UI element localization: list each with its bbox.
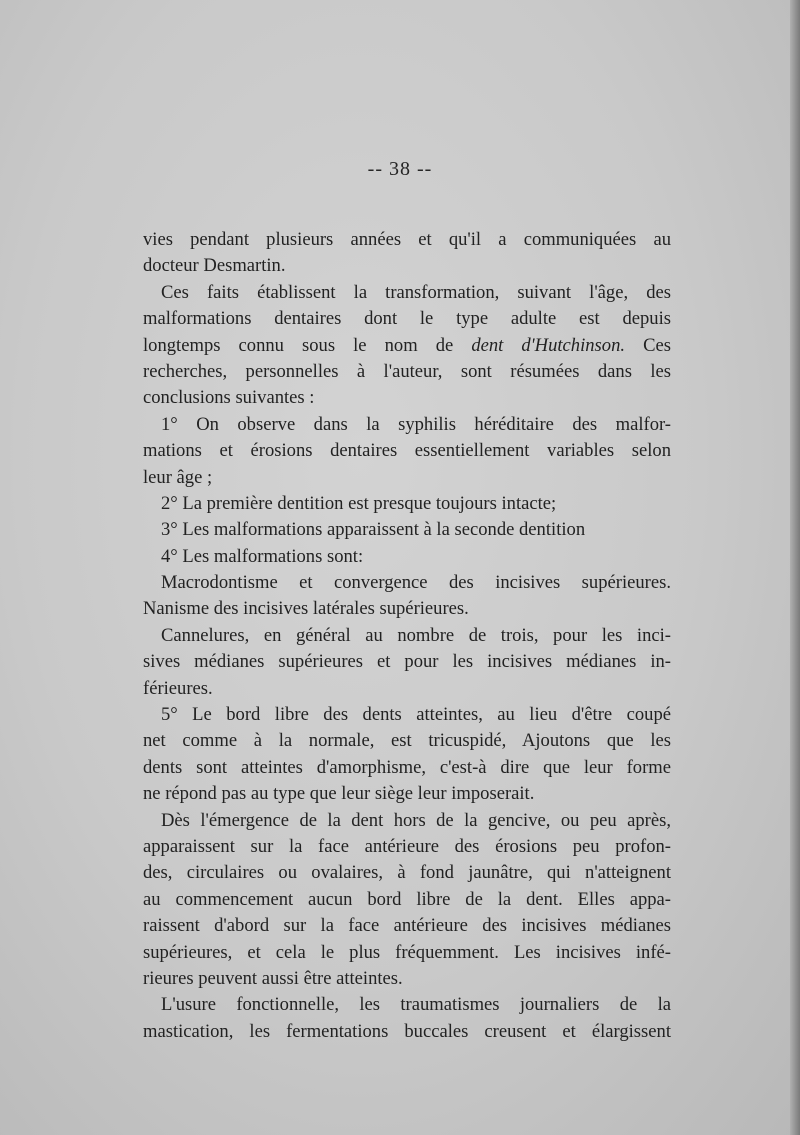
text-line: 4° Les malformations sont: <box>161 545 364 567</box>
text-line: conclusions suivantes : <box>143 387 315 409</box>
text-line: rieures peuvent aussi être atteintes. <box>143 967 403 989</box>
text-line: docteur Desmartin. <box>143 255 286 277</box>
text-segment: longtemps connu sous le nom de <box>143 334 472 356</box>
text-line: net comme à la normale, est tricuspidé, Ajoutons que les <box>143 730 671 752</box>
text-line: supérieures, et cela le plus fréquemment. Les incisives infé- <box>143 941 671 963</box>
text-line: L'usure fonctionnelle, les traumatismes journaliers de la <box>161 994 671 1016</box>
text-line: mastication, les fermentations buccales creusent et élargissent <box>143 1020 671 1042</box>
body-text <box>143 227 671 1045</box>
text-line: Cannelures, en général au nombre de trois, pour les inci- <box>161 624 671 646</box>
text-line: Dès l'émergence de la dent hors de la gencive, ou peu après, <box>161 809 671 831</box>
text-line: ne répond pas au type que leur siège leur imposerait. <box>143 783 535 805</box>
text-line: 2° La première dentition est presque toujours intacte; <box>161 492 557 514</box>
text-line: vies pendant plusieurs années et qu'il a communiquées au <box>143 229 671 250</box>
text-line: sives médianes supérieures et pour les incisives médianes in- <box>143 651 671 673</box>
text-line: raissent d'abord sur la face antérieure des incisives médianes <box>143 915 671 937</box>
text-line: des, circulaires ou ovalaires, à fond jaunâtre, qui n'atteignent <box>143 862 671 884</box>
text-line <box>143 333 671 359</box>
text-line: malformations dentaires dont le type adulte est depuis <box>143 308 671 330</box>
text-line: apparaissent sur la face antérieure des érosions peu profon- <box>143 835 671 857</box>
italic-term: dent d'Hutchinson. <box>471 334 626 356</box>
text-line: dents sont atteintes d'amorphisme, c'est-à dire que leur forme <box>143 756 671 778</box>
text-line: Nanisme des incisives latérales supérieures. <box>143 598 469 620</box>
text-line: 3° Les malformations apparaissent à la seconde dentition <box>161 519 586 541</box>
text-line: Ces faits établissent la transformation, suivant l'âge, des <box>161 281 671 303</box>
text-line: 1° On observe dans la syphilis héréditaire des malfor- <box>161 413 671 435</box>
page-number: -- 38 -- <box>367 158 433 180</box>
text-line: recherches, personnelles à l'auteur, sont résumées dans les <box>143 360 671 382</box>
text-line: férieures. <box>143 677 213 699</box>
text-segment: Ces <box>625 334 671 356</box>
text-line: mations et érosions dentaires essentiellement variables selon <box>143 440 671 462</box>
text-line: 5° Le bord libre des dents atteintes, au lieu d'être coupé <box>161 704 671 726</box>
text-line: au commencement aucun bord libre de la dent. Elles appa- <box>143 888 671 910</box>
text-line: Macrodontisme et convergence des incisives supérieures. <box>161 572 671 594</box>
text-line: leur âge ; <box>143 466 213 488</box>
